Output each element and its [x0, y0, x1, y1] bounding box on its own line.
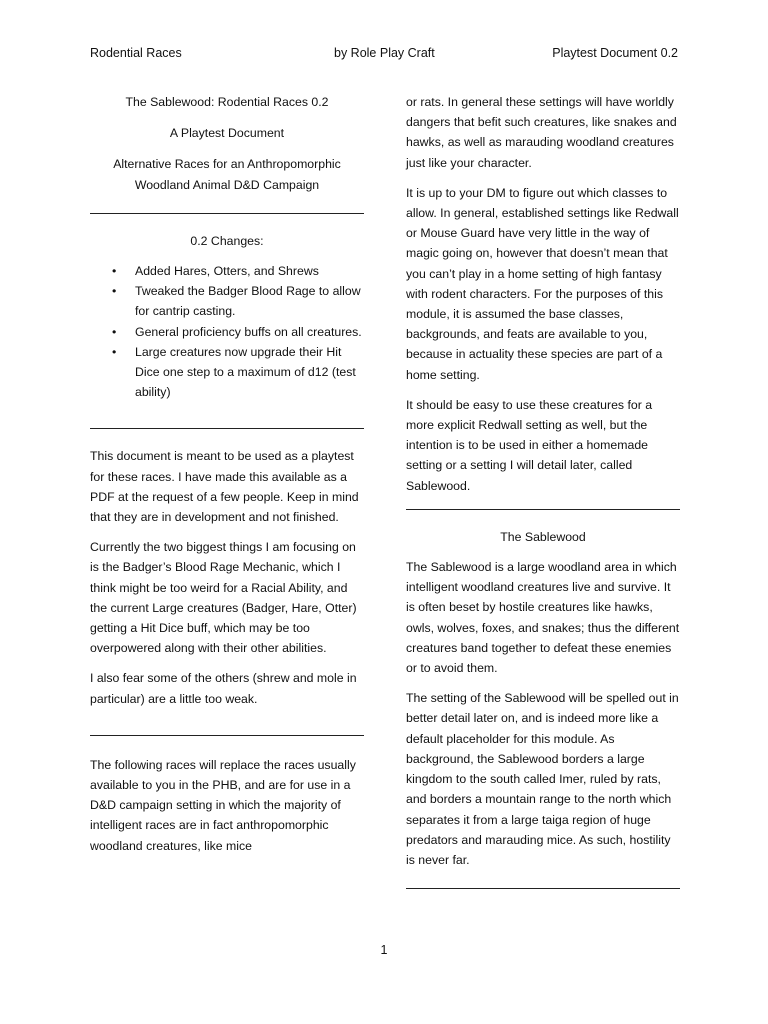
section-heading: The Sablewood: [500, 529, 586, 544]
header-author: by Role Play Craft: [334, 46, 435, 60]
change-text: General proficiency buffs on all creatures.: [135, 324, 362, 339]
change-text: Added Hares, Otters, and Shrews: [135, 264, 319, 279]
header-doc-name: Rodential Races: [90, 46, 182, 60]
description-line-1: Alternative Races for an Anthropomorphic: [113, 157, 341, 172]
divider: [90, 428, 364, 429]
header-version: Playtest Document 0.2: [552, 46, 678, 60]
title-block: [90, 92, 364, 195]
change-text: Large creatures now upgrade their Hit Dice one step to a maximum of d12 (test ability): [135, 344, 356, 400]
list-item: [90, 342, 364, 403]
document-title: The Sablewood: Rodential Races 0.2: [125, 95, 329, 109]
continued-paragraph: or rats. In general these settings will have worldly dangers that befit such creatures, like snakes and hawks, as well as marauding woodland creatures just like your character.: [406, 95, 677, 170]
redwall-paragraph: It should be easy to use these creatures for a more explicit Redwall setting as well, but the intention is to be used in either a homemade setting or a setting I will detail later, called Sablewood.: [406, 397, 653, 493]
left-column: [90, 92, 364, 866]
setting-paragraph: The setting of the Sablewood will be spelled out in better detail later on, and is indeed more like a default placeholder for this module. As background, the Sablewood borders a large kingdom to the south called Imer, ruled by rats, and borders a mountain range to the north which separates it from a large taiga region of huge predators and marauding mice. As such, hostility is never far.: [406, 691, 679, 867]
bullet-icon: •: [112, 324, 117, 339]
divider: [90, 213, 364, 214]
document-subtitle: A Playtest Document: [169, 126, 285, 141]
focus-paragraph: Currently the two biggest things I am focusing on is the Badger’s Blood Rage Mechanic, which I think might be too weird for a Racial Ability, and the current Large creatures (Badger, Hare, Otter) getting a Hit Dice buff, which may be too overpowered along with their other abilities.: [90, 540, 357, 656]
page-number: 1: [380, 943, 388, 957]
list-item: [90, 281, 364, 321]
intro-paragraph: This document is meant to be used as a playtest for these races. I have made this available as a PDF at the request of a few people. Keep in mind that they are in development and not finished.: [90, 449, 359, 525]
classes-paragraph: It is up to your DM to figure out which classes to allow. In general, established settings like Redwall or Mouse Guard have very little in the way of magic going on, however that doesn’t mean that you can’t play in a home setting of high fantasy with rodent characters. For the purposes of this module, it is assumed the base classes, backgrounds, and feats are available to you, because in actuality these species are part of a home setting.: [406, 185, 679, 382]
changes-list: [90, 261, 364, 402]
bullet-icon: •: [112, 344, 117, 359]
divider: [406, 509, 680, 510]
list-item: [90, 261, 364, 281]
concerns-paragraph: I also fear some of the others (shrew and mole in particular) are a little too weak.: [90, 671, 357, 706]
description-line-2: Woodland Animal D&D Campaign: [134, 177, 320, 192]
changes-heading: 0.2 Changes:: [190, 233, 264, 248]
change-text: Tweaked the Badger Blood Rage to allow for cantrip casting.: [135, 284, 361, 319]
divider: [406, 888, 680, 889]
bullet-icon: •: [112, 264, 117, 279]
sablewood-paragraph: The Sablewood is a large woodland area in which intelligent woodland creatures live and survive. It is often beset by hostile creatures like hawks, owls, wolves, foxes, and snakes; thus the different creatures band together to defeat these enemies or to avoid them.: [406, 560, 680, 676]
races-paragraph: The following races will replace the races usually available to you in the PHB, and are for use in a D&D campaign setting in which the majority of intelligent races are in fact anthropomorphic woodland creatures, like mice: [90, 757, 356, 853]
bullet-icon: •: [112, 284, 117, 299]
running-header: [90, 46, 678, 66]
right-column: [406, 92, 680, 889]
divider: [90, 735, 364, 736]
document-description: [90, 154, 364, 194]
list-item: [90, 322, 364, 342]
